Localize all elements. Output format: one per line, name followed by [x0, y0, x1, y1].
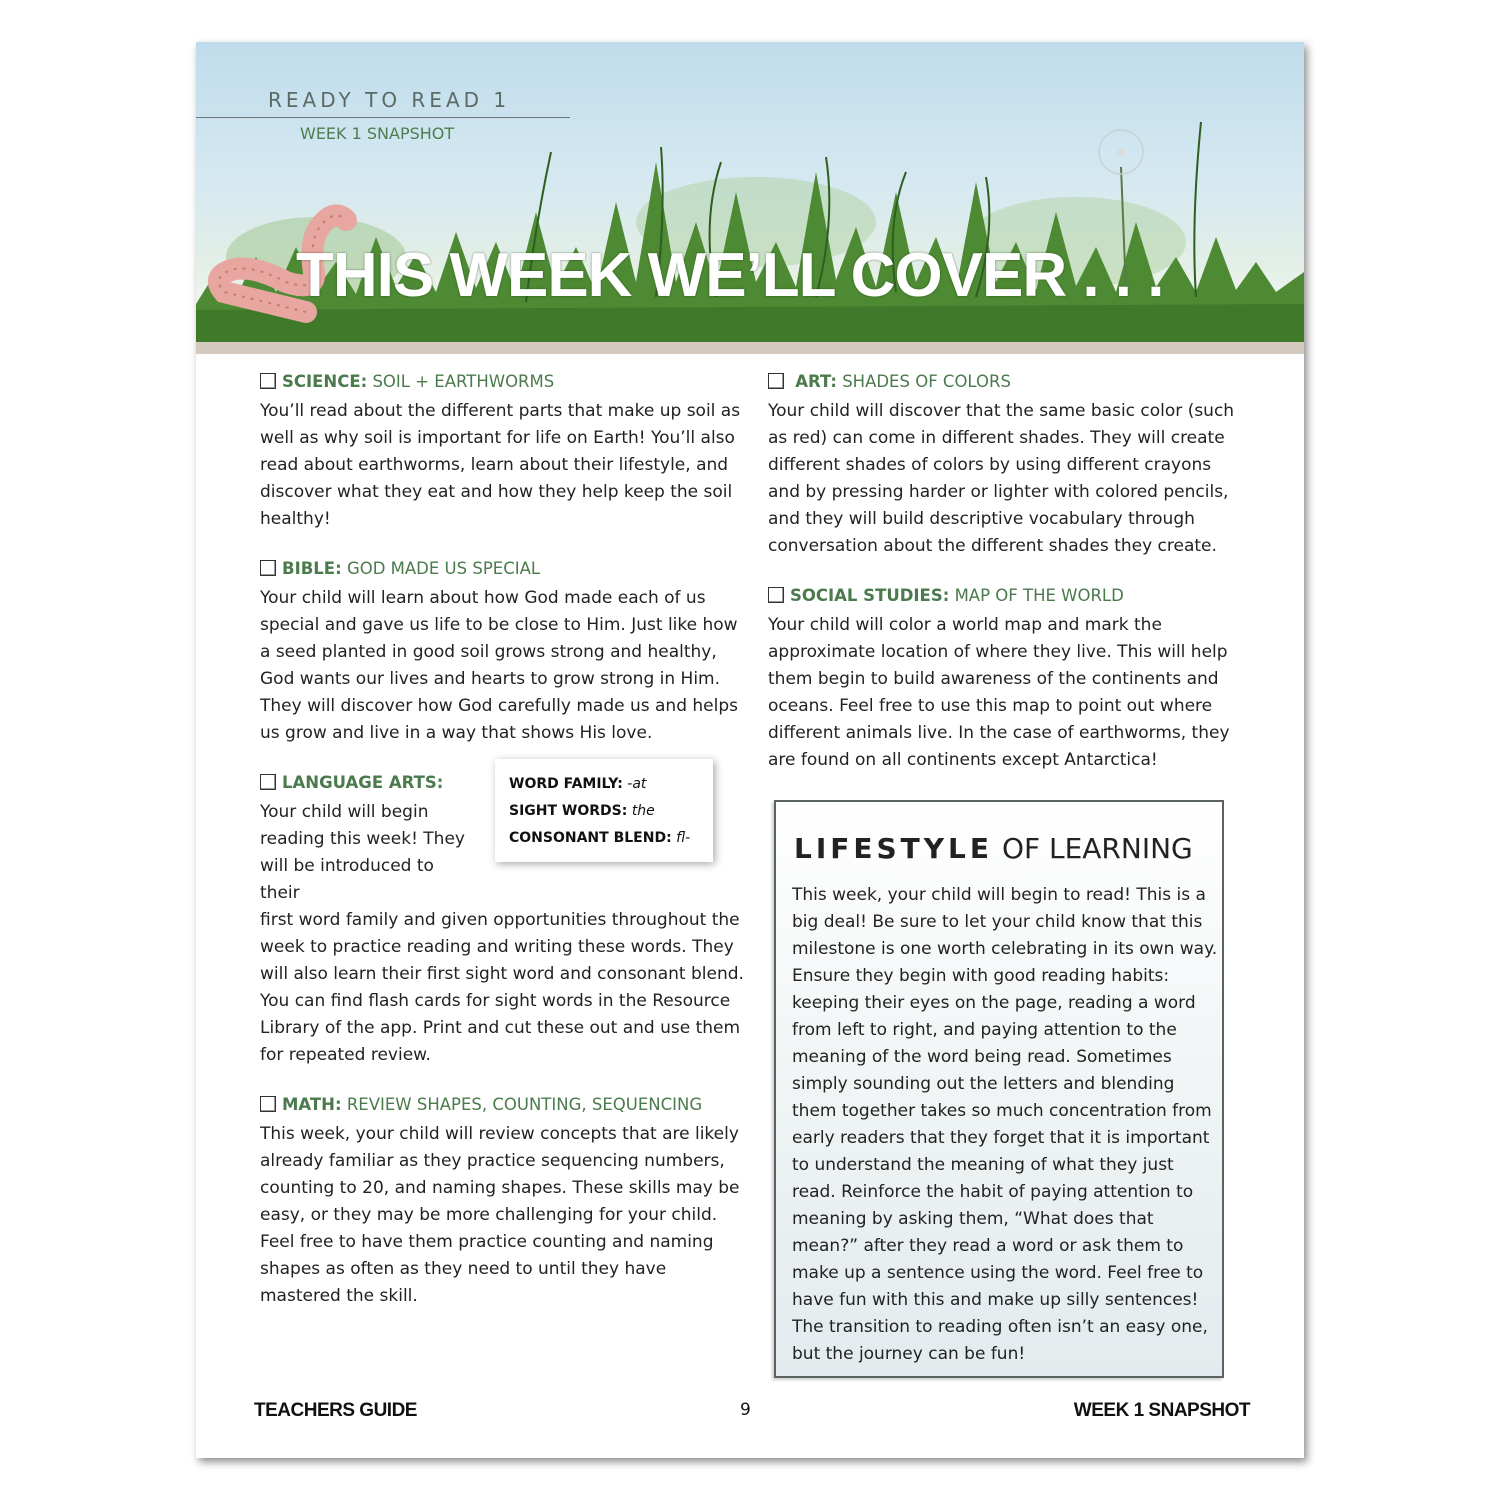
- word-info-box: [495, 759, 713, 862]
- right-column: [768, 372, 1248, 800]
- section-label: ART:: [795, 372, 837, 391]
- science-section: [260, 372, 750, 533]
- section-topic: SHADES OF COLORS: [842, 372, 1011, 391]
- section-body: You’ll read about the different parts that make up soil as well as why soil is important for life on Earth! You’ll also read about earthworms, learn about their lifestyle, and discover what they eat and how they help keep the soil healthy!: [260, 401, 741, 529]
- checkbox-icon[interactable]: [260, 1096, 276, 1112]
- language-arts-section: [260, 773, 750, 1069]
- checkbox-icon[interactable]: [260, 774, 276, 790]
- word-family-label: WORD FAMILY:: [509, 776, 623, 792]
- section-body: Your child will learn about how God made each of us special and gave us life to be close to Him. Just like how a seed planted in good soil grows strong and healthy, God wants our lives and hearts to grow strong in Him. They will discover how God carefully made us and helps us grow and live in a way that shows His love.: [260, 588, 739, 743]
- art-section: [768, 372, 1248, 560]
- checkbox-icon[interactable]: [260, 560, 276, 576]
- section-body: This week, your child will review concepts that are likely already familiar as they practice sequencing numbers, counting to 20, and naming shapes. These skills may be easy, or they may be more challenging for your child. Feel free to have them practice counting and naming shapes as often as they need to until they have mastered the skill.: [260, 1124, 740, 1306]
- section-topic: REVIEW SHAPES, COUNTING, SEQUENCING: [346, 1095, 703, 1114]
- page-title: THIS WEEK WE’LL COVER . . .: [296, 241, 1164, 310]
- word-family-value: -at: [627, 776, 647, 792]
- bible-section: [260, 559, 750, 747]
- checkbox-icon[interactable]: [768, 373, 784, 389]
- sight-words-label: SIGHT WORDS:: [509, 803, 628, 819]
- section-body: Your child will color a world map and mark the approximate location of where they live. This will help them begin to build awareness of the continents and oceans. Feel free to use this map to point out where different animals live. In the case of earthworms, they are found on all continents except Antarctica!: [768, 615, 1230, 770]
- section-topic: SOIL + EARTHWORMS: [372, 372, 555, 391]
- lifestyle-body: This week, your child will begin to read! This is a big deal! Be sure to let your child know that this milestone is one worth celebrating in its own way. Ensure they begin with good reading habits: keeping their eyes on the page, reading a word from left to right, and paying attention to the meaning of the word being read. Sometimes simply sounding out the letters and blending them together takes so much concentration from early readers that they forget that it is important to understand the meaning of what they just read. Reinforce the habit of paying attention to meaning by asking them, “What does that mean?” after they read a word or ask them to make up a sentence using the word. Feel free to have fun with this and make up silly sentences! The transition to reading often isn’t an easy one, but the journey can be fun!: [792, 885, 1218, 1364]
- lifestyle-title-bold: LIFESTYLE: [794, 832, 994, 865]
- series-title: READY TO READ 1: [268, 88, 511, 112]
- footer-left: TEACHERS GUIDE: [254, 1400, 417, 1421]
- series-subtitle: WEEK 1 SNAPSHOT: [300, 124, 455, 143]
- section-body: first word family and given opportunities throughout the week to practice reading and writing these words. They will also learn their first sight word and consonant blend. You can find flash cards for sight words in the Resource Library of the app. Print and cut these out and use them for repeated review.: [260, 910, 744, 1065]
- blend-value: fl-: [676, 830, 691, 846]
- checkbox-icon[interactable]: [260, 373, 276, 389]
- section-label: SCIENCE:: [282, 372, 368, 391]
- math-section: [260, 1095, 750, 1310]
- section-body: Your child will discover that the same basic color (such as red) can come in different shades. They will create different shades of colors by using different crayons and by pressing harder or lighter with colored pencils, and they will build descriptive vocabulary through conversation about the different shades they create.: [768, 401, 1235, 556]
- section-label: BIBLE:: [282, 559, 342, 578]
- lifestyle-of-learning-box: [774, 800, 1224, 1378]
- divider: [196, 117, 570, 118]
- lifestyle-title: [794, 832, 1193, 865]
- sight-words-value: the: [631, 803, 655, 819]
- footer-right: WEEK 1 SNAPSHOT: [1073, 1400, 1250, 1421]
- social-studies-section: [768, 586, 1248, 774]
- section-label: LANGUAGE ARTS:: [282, 773, 444, 792]
- section-topic: GOD MADE US SPECIAL: [346, 559, 541, 578]
- left-column: [260, 372, 750, 1336]
- section-label: SOCIAL STUDIES:: [790, 586, 950, 605]
- section-topic: MAP OF THE WORLD: [954, 586, 1124, 605]
- header-banner: [196, 42, 1304, 360]
- checkbox-icon[interactable]: [768, 587, 784, 603]
- blend-label: CONSONANT BLEND:: [509, 830, 672, 846]
- page-number: 9: [740, 1400, 751, 1420]
- section-body-intro: Your child will begin reading this week! They will be introduced to their: [260, 802, 465, 903]
- document-page: [196, 42, 1304, 1458]
- lifestyle-title-rest: OF LEARNING: [1001, 832, 1193, 865]
- section-label: MATH:: [282, 1095, 342, 1114]
